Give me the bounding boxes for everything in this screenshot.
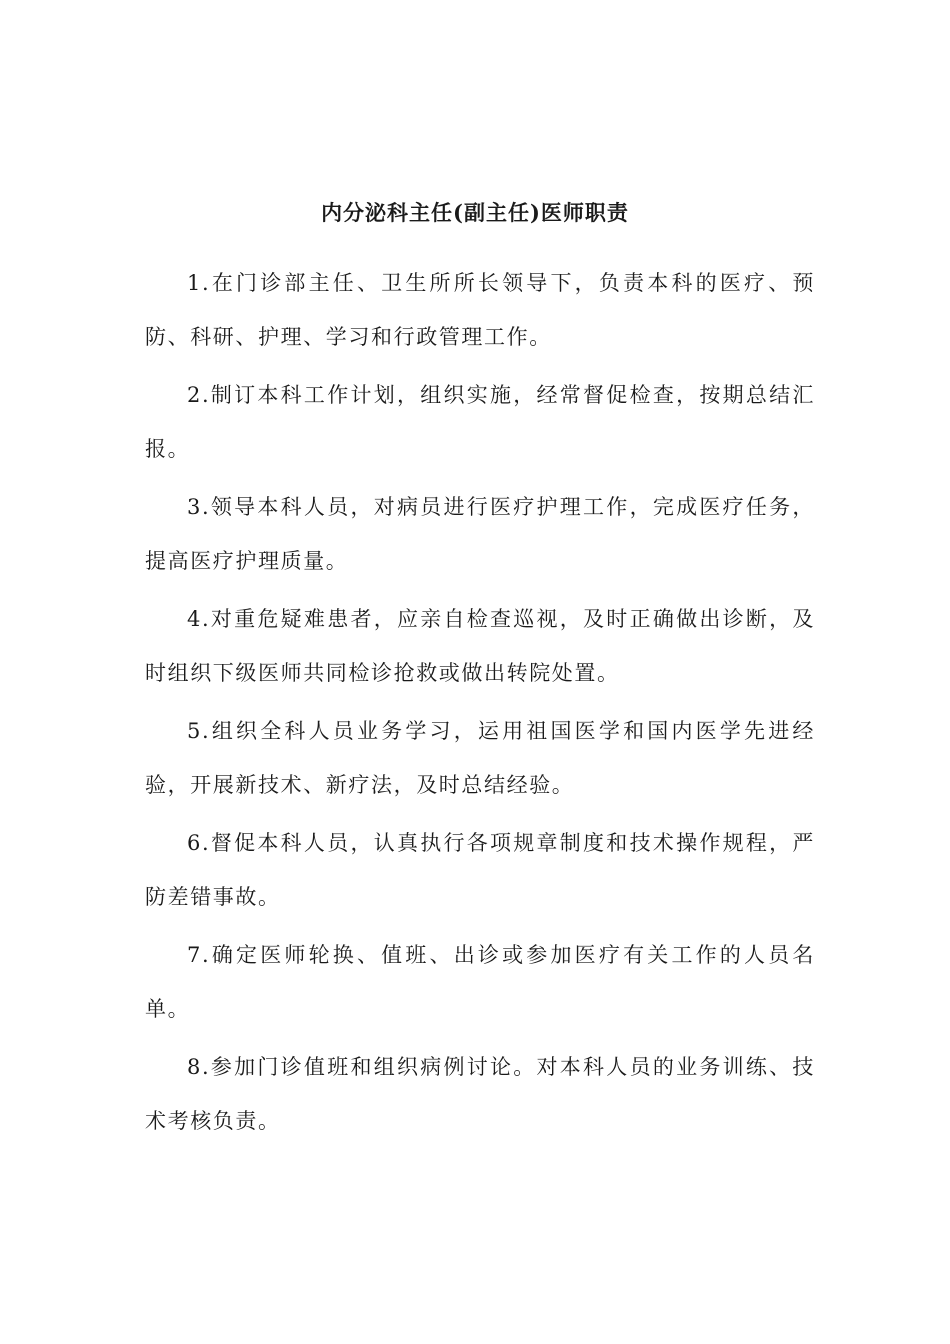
duty-item-8: 8.参加门诊值班和组织病例讨论。对本科人员的业务训练、技术考核负责。 xyxy=(145,1055,815,1133)
duty-item-4: 4.对重危疑难患者，应亲自检查巡视，及时正确做出诊断，及时组织下级医师共同检诊抢救或做出转院处置。 xyxy=(145,607,815,685)
document-body xyxy=(145,256,815,1152)
duty-item-1: 1.在门诊部主任、卫生所所长领导下，负责本科的医疗、预防、科研、护理、学习和行政管理工作。 xyxy=(145,271,815,349)
document-title: 内分泌科主任(副主任)医师职责 xyxy=(321,200,629,225)
duty-item-2: 2.制订本科工作计划，组织实施，经常督促检查，按期总结汇报。 xyxy=(145,383,815,461)
duty-item-3: 3.领导本科人员，对病员进行医疗护理工作，完成医疗任务，提高医疗护理质量。 xyxy=(145,495,815,573)
duty-item-5: 5.组织全科人员业务学习，运用祖国医学和国内医学先进经验，开展新技术、新疗法，及时总结经验。 xyxy=(145,719,815,797)
duty-item-6: 6.督促本科人员，认真执行各项规章制度和技术操作规程，严防差错事故。 xyxy=(145,831,815,909)
duty-item-7: 7.确定医师轮换、值班、出诊或参加医疗有关工作的人员名单。 xyxy=(145,943,815,1021)
